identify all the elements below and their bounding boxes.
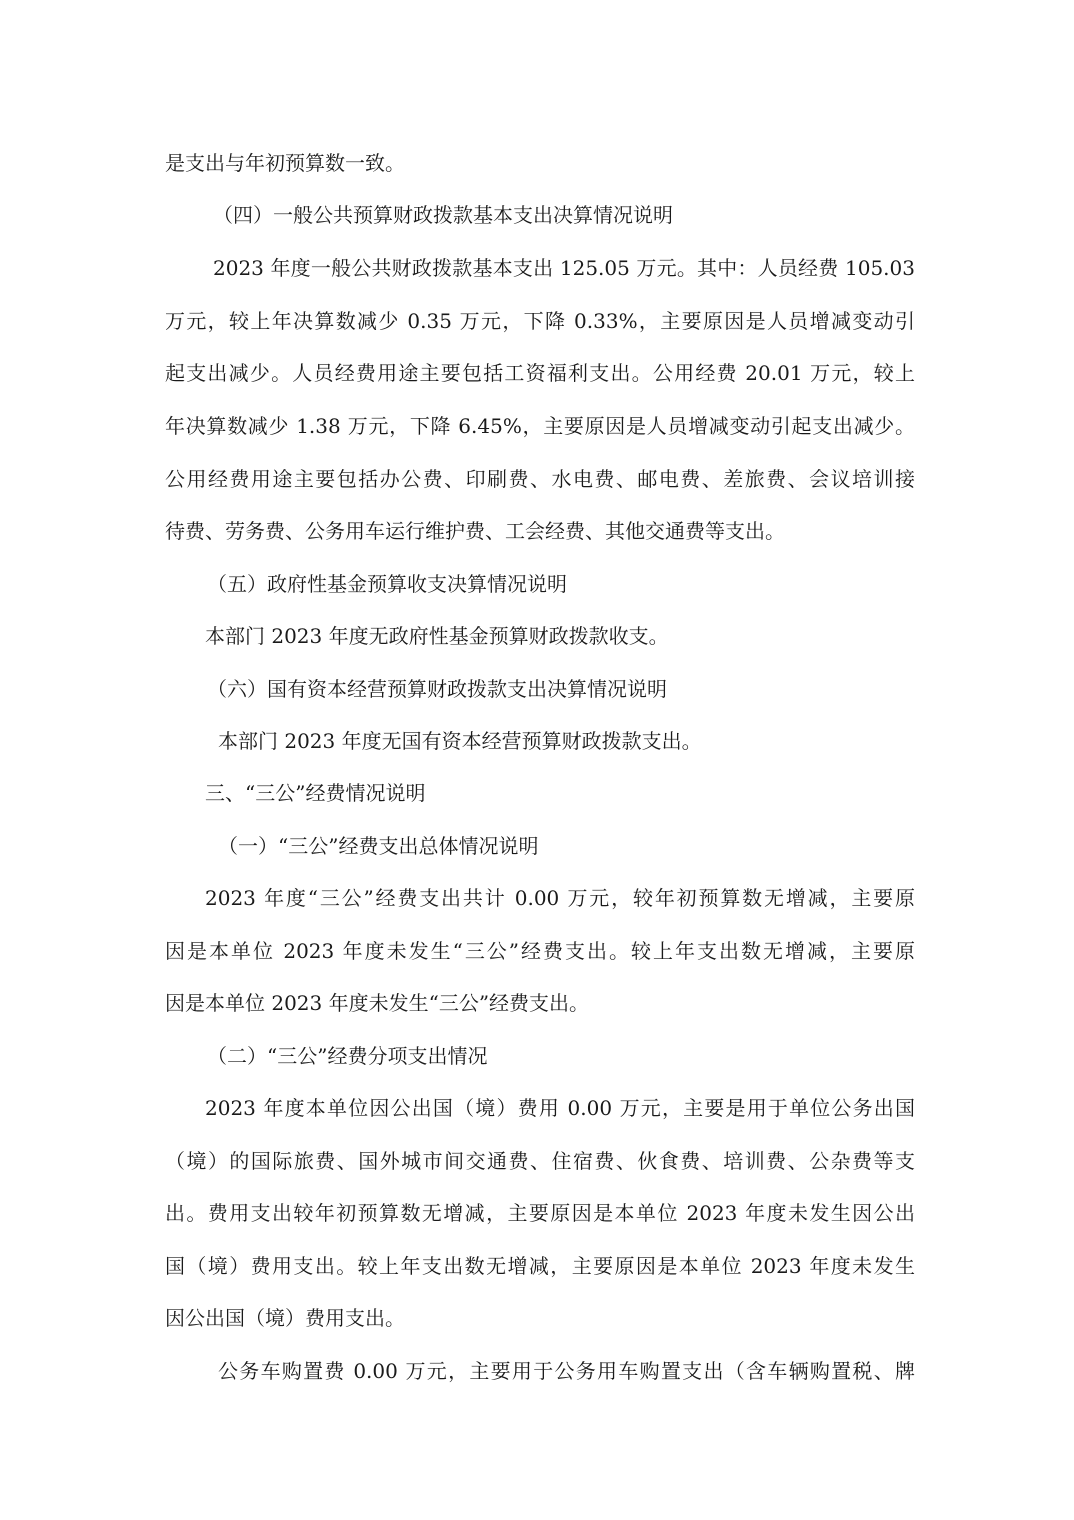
- text-line: 是支出与年初预算数一致。: [165, 151, 405, 175]
- text-line: （境）的国际旅费、国外城市间交通费、住宿费、伙食费、培训费、公杂费等支: [165, 1149, 915, 1173]
- text-line: 本部门 2023 年度无国有资本经营预算财政拨款支出。: [218, 729, 702, 753]
- text-line: 2023 年度一般公共财政拨款基本支出 125.05 万元。其中：人员经费 105.03: [213, 256, 915, 280]
- text-line: 出。费用支出较年初预算数无增减，主要原因是本单位 2023 年度未发生因公出: [165, 1201, 915, 1225]
- text-line: 公用经费用途主要包括办公费、印刷费、水电费、邮电费、差旅费、会议培训接: [165, 467, 915, 491]
- text-line: 2023 年度本单位因公出国（境）费用 0.00 万元，主要是用于单位公务出国: [205, 1096, 915, 1120]
- text-line: 因是本单位 2023 年度未发生“三公”经费支出。较上年支出数无增减，主要原: [165, 939, 915, 963]
- section-heading: （二）“三公”经费分项支出情况: [207, 1044, 488, 1068]
- text-line: 国（境）费用支出。较上年支出数无增减，主要原因是本单位 2023 年度未发生: [165, 1254, 915, 1278]
- text-line: 因是本单位 2023 年度未发生“三公”经费支出。: [165, 991, 590, 1015]
- section-heading: （六）国有资本经营预算财政拨款支出决算情况说明: [207, 677, 667, 701]
- text-line: 因公出国（境）费用支出。: [165, 1306, 405, 1330]
- section-heading: （五）政府性基金预算收支决算情况说明: [207, 572, 567, 596]
- text-line: 年决算数减少 1.38 万元，下降 6.45%，主要原因是人员增减变动引起支出减少。: [165, 414, 915, 438]
- text-line: 2023 年度“三公”经费支出共计 0.00 万元，较年初预算数无增减，主要原: [205, 886, 915, 910]
- section-heading: 三、“三公”经费情况说明: [205, 781, 426, 805]
- section-heading: （一）“三公”经费支出总体情况说明: [218, 834, 539, 858]
- text-line: 本部门 2023 年度无政府性基金预算财政拨款收支。: [205, 624, 669, 648]
- text-line: 万元，较上年决算数减少 0.35 万元，下降 0.33%，主要原因是人员增减变动引: [165, 309, 915, 333]
- section-heading: （四）一般公共预算财政拨款基本支出决算情况说明: [213, 203, 673, 227]
- text-line: 起支出减少。人员经费用途主要包括工资福利支出。公用经费 20.01 万元，较上: [165, 361, 915, 385]
- text-line: 待费、劳务费、公务用车运行维护费、工会经费、其他交通费等支出。: [165, 519, 785, 543]
- text-line: 公务车购置费 0.00 万元，主要用于公务用车购置支出（含车辆购置税、牌: [218, 1359, 915, 1383]
